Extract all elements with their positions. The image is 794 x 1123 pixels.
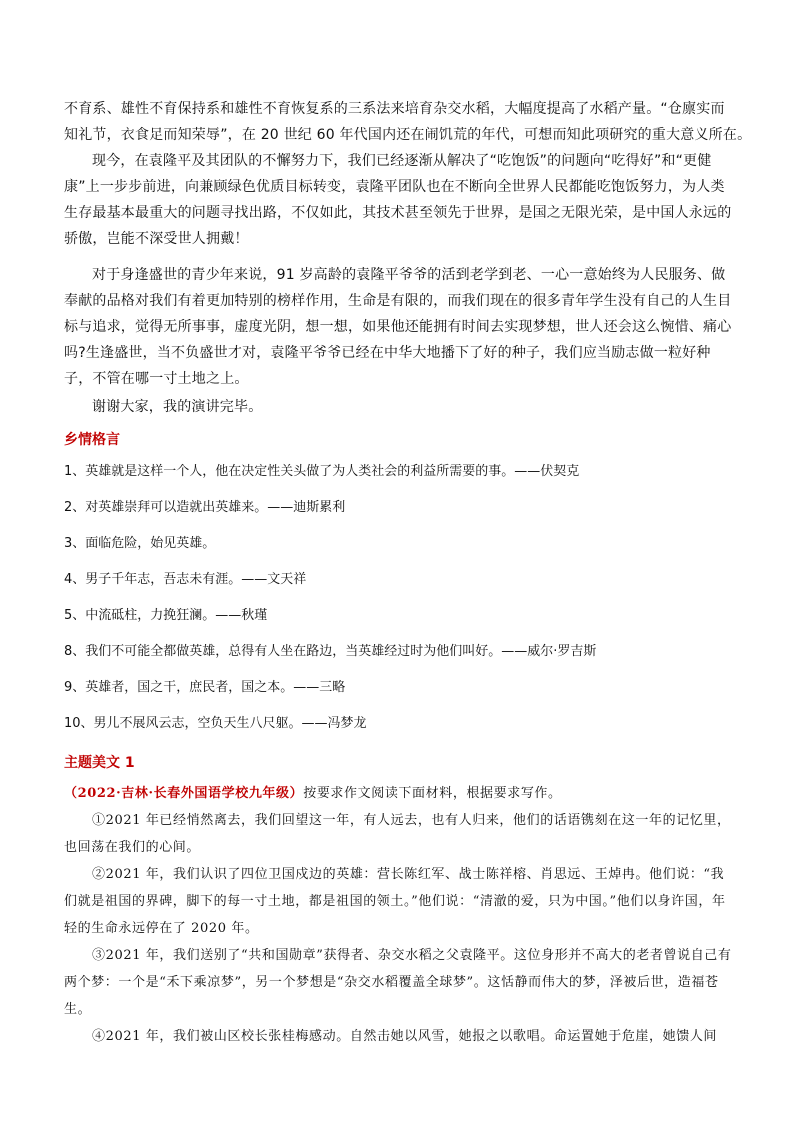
quote-item: 9、英雄者，国之干，庶民者，国之本。——三略 [64,680,346,695]
essay-heading: 主题美文 1 [64,755,135,771]
essay-source: （2022·吉林·长春外国语学校九年级） [64,786,304,801]
quote-item: 4、男子千年志，吾志未有涯。——文天祥 [64,572,307,587]
essay-paragraph: ④2021 年，我们被山区校长张桂梅感动。自然击她以风雪，她报之以歌唱。命运置她于危崖，她馈人间 [92,1029,718,1044]
quote-item: 10、男儿不展风云志，空负天生八尺躯。——冯梦龙 [64,716,367,731]
speech-paragraph-1 [64,96,752,148]
speech-paragraph-1-line-2: 知礼节，衣食足而知荣辱”，在 20 世纪 60 年代国内还在闹饥荒的年代，可想而知此项研究的重大意义所在。 [64,127,752,143]
quote-item: 8、我们不可能全都做英雄，总得有人坐在路边，当英雄经过时为他们叫好。——威尔·罗吉斯 [64,644,597,659]
quotes-heading: 乡情格言 [64,432,120,448]
speech-paragraph-2: 现今，在袁隆平及其团队的不懈努力下，我们已经逐渐从解决了“吃饱饭”的问题向“吃得好”和“更健康”上一步步前进，向兼顾绿色优质目标转变，袁隆平团队也在不断向全世界人民都能吃饱饭努力，为人类生存最基本最重大的问题寻找出路，不仅如此，其技术甚至领先于世界，是国之无限光荣，是中国人永远的骄傲，岂能不深受世人拥戴！ [64,153,732,247]
quote-item: 2、对英雄崇拜可以造就出英雄来。——迪斯累利 [64,500,346,515]
speech-closing: 谢谢大家，我的演讲完毕。 [92,399,263,415]
essay-prompt [64,780,736,807]
quote-item: 1、英雄就是这样一个人，他在决定性关头做了为人类社会的利益所需要的事。——伏契克 [64,464,580,479]
speech-paragraph-3: 对于身逢盛世的青少年来说，91 岁高龄的袁隆平爷爷的活到老学到老、一心一意始终为人民服务、做奉献的品格对我们有着更加特别的榜样作用，生命是有限的，而我们现在的很多青年学生没有自己的人生目标与追求，觉得无所事事，虚度光阴，想一想，如果他还能拥有时间去实现梦想，世人还会这么惋惜、痛心吗?生逢盛世，当不负盛世才对，袁隆平爷爷已经在中华大地播下了好的种子，我们应当励志做一粒好种子，不管在哪一寸土地之上。 [64,267,732,387]
quote-item: 3、面临危险，始见英雄。 [64,536,216,551]
essay-paragraph: ②2021 年，我们认识了四位卫国戍边的英雄：营长陈红军、战士陈祥榕、肖思远、王焯冉。他们说：“我们就是祖国的界碑，脚下的每一寸土地，都是祖国的领土。”他们说：“清澈的爱，只为中国。”他们以身许国，年轻的生命永远停在了 2020 年。 [64,867,726,936]
quote-item: 5、中流砥柱，力挽狂澜。——秋瑾 [64,608,268,623]
essay-paragraph: ③2021 年，我们送别了“共和国勋章”获得者、杂交水稻之父袁隆平。这位身形并不高大的老者曾说自己有两个梦：一个是“禾下乘凉梦”，另一个梦想是“杂交水稻覆盖全球梦”。这恬静而伟大的梦，泽被后世，造福苍生。 [64,948,732,1017]
essay-prompt-text: 按要求作文阅读下面材料，根据要求写作。 [303,786,562,801]
speech-paragraph-1-line-1: 不育系、雄性不育保持系和雄性不育恢复系的三系法来培育杂交水稻，大幅度提高了水稻产量。“仓廪实而 [64,101,725,117]
essay-paragraph: ①2021 年已经悄然离去，我们回望这一年，有人远去，也有人归来，他们的话语镌刻在这一年的记忆里，也回荡在我们的心间。 [64,813,731,855]
